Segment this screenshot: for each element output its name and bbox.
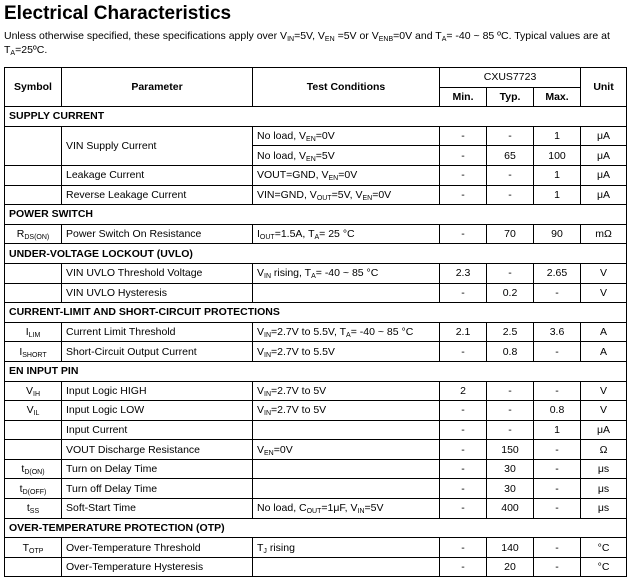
parameter-cell: Input Logic LOW [62,401,253,421]
max-cell: - [534,479,581,499]
table-row [5,224,627,244]
unit-cell: A [581,322,627,342]
section-title: CURRENT-LIMIT AND SHORT-CIRCUIT PROTECTIONS [5,303,627,323]
section-title: SUPPLY CURRENT [5,107,627,127]
min-cell: - [440,499,487,519]
max-cell: 2.65 [534,263,581,283]
condition-cell [253,283,440,303]
condition-cell: VOUT=GND, $V_{EN}=0V$ [253,165,440,185]
max-cell: - [534,499,581,519]
unit-cell: μA [581,185,627,205]
symbol-cell [5,283,62,303]
condition-cell: $I_{OUT}=1.5A$, $T_A= 25$ °C [253,224,440,244]
condition-cell: No load, $V_{EN}=0V$ [253,126,440,146]
typ-cell: 65 [487,146,534,166]
max-cell: 100 [534,146,581,166]
typ-cell: - [487,185,534,205]
symbol-cell: $V_{IH}$ [5,381,62,401]
table-row [5,420,627,440]
min-cell: - [440,538,487,558]
header-max: Max. [534,87,581,107]
min-cell: 2.1 [440,322,487,342]
unit-cell: μA [581,165,627,185]
unit-cell: V [581,381,627,401]
condition-cell: $V_{EN}=0V$ [253,440,440,460]
header-part-number: CXUS7723 [440,68,581,88]
min-cell: - [440,224,487,244]
min-cell: - [440,165,487,185]
symbol-cell [5,165,62,185]
unit-cell: °C [581,557,627,577]
typ-cell: 30 [487,479,534,499]
section-header-row [5,107,627,127]
table-row [5,538,627,558]
condition-cell: $V_{IN}=2.7V$ to 5V [253,401,440,421]
max-cell: - [534,283,581,303]
max-cell: 1 [534,420,581,440]
condition-cell [253,557,440,577]
min-cell: - [440,557,487,577]
typ-cell: 0.8 [487,342,534,362]
table-row [5,401,627,421]
section-header-row [5,303,627,323]
parameter-cell: Leakage Current [62,165,253,185]
typ-cell: - [487,401,534,421]
unit-cell: °C [581,538,627,558]
min-cell: - [440,126,487,146]
parameter-cell: Over-Temperature Hysteresis [62,557,253,577]
min-cell: - [440,342,487,362]
typ-cell: 150 [487,440,534,460]
table-body [5,107,627,577]
electrical-characteristics-table [4,67,627,577]
table-row [5,165,627,185]
symbol-cell [5,263,62,283]
min-cell: - [440,459,487,479]
section-title: POWER SWITCH [5,205,627,225]
symbol-cell [5,420,62,440]
parameter-cell: VIN UVLO Threshold Voltage [62,263,253,283]
max-cell: 0.8 [534,401,581,421]
symbol-cell: $t_{D(ON)}$ [5,459,62,479]
symbol-cell [5,440,62,460]
min-cell: - [440,420,487,440]
header-unit: Unit [581,68,627,107]
header-test-conditions: Test Conditions [253,68,440,107]
symbol-cell: $V_{IL}$ [5,401,62,421]
section-title: EN INPUT PIN [5,361,627,381]
parameter-cell: VIN UVLO Hysteresis [62,283,253,303]
min-cell: - [440,440,487,460]
typ-cell: 2.5 [487,322,534,342]
min-cell: 2 [440,381,487,401]
symbol-cell: $R_{DS(ON)}$ [5,224,62,244]
condition-cell [253,479,440,499]
intro-text: Unless otherwise specified, these specifications apply over $V_{IN}=5V$, $V_{EN} =5V$ or $V_{ENB}=0V$ and $T_A= -40$ ~ 85 ºC. Typical values are at $T_A=25ºC$. [4,30,610,57]
unit-cell: mΩ [581,224,627,244]
condition-cell: No load, $C_{OUT}=1\mu F$, $V_{IN}=5V$ [253,499,440,519]
condition-cell [253,420,440,440]
parameter-cell: Turn on Delay Time [62,459,253,479]
typ-cell: 400 [487,499,534,519]
table-row [5,263,627,283]
symbol-cell [5,126,62,165]
section-header-row [5,205,627,225]
section-title: UNDER-VOLTAGE LOCKOUT (UVLO) [5,244,627,264]
symbol-cell: $I_{SHORT}$ [5,342,62,362]
parameter-cell: Soft-Start Time [62,499,253,519]
table-row [5,479,627,499]
max-cell: - [534,538,581,558]
table-row [5,283,627,303]
condition-cell: $V_{IN}=2.7V$ to 5.5V [253,342,440,362]
table-row [5,322,627,342]
typ-cell: 0.2 [487,283,534,303]
typ-cell: 70 [487,224,534,244]
table-row [5,459,627,479]
table-row [5,381,627,401]
header-min: Min. [440,87,487,107]
section-header-row [5,361,627,381]
section-header-row [5,244,627,264]
typ-cell: 140 [487,538,534,558]
parameter-cell: Reverse Leakage Current [62,185,253,205]
table-row [5,499,627,519]
typ-cell: 30 [487,459,534,479]
unit-cell: μA [581,146,627,166]
min-cell: 2.3 [440,263,487,283]
header-typ: Typ. [487,87,534,107]
symbol-cell [5,185,62,205]
table-row [5,440,627,460]
parameter-cell: Turn off Delay Time [62,479,253,499]
unit-cell: μs [581,479,627,499]
condition-cell: $V_{IN}=2.7V$ to 5V [253,381,440,401]
max-cell: 3.6 [534,322,581,342]
max-cell: 1 [534,126,581,146]
section-header-row [5,518,627,538]
table-row [5,126,627,146]
unit-cell: Ω [581,440,627,460]
header-symbol: Symbol [5,68,62,107]
min-cell: - [440,479,487,499]
unit-cell: A [581,342,627,362]
table-row [5,185,627,205]
typ-cell: - [487,263,534,283]
section-title: OVER-TEMPERATURE PROTECTION (OTP) [5,518,627,538]
max-cell: 90 [534,224,581,244]
max-cell: - [534,342,581,362]
parameter-cell: Power Switch On Resistance [62,224,253,244]
parameter-cell: VOUT Discharge Resistance [62,440,253,460]
parameter-cell: VIN Supply Current [62,126,253,165]
min-cell: - [440,283,487,303]
symbol-cell: $t_{D(OFF)}$ [5,479,62,499]
max-cell: 1 [534,185,581,205]
typ-cell: - [487,420,534,440]
min-cell: - [440,401,487,421]
max-cell: - [534,440,581,460]
typ-cell: - [487,381,534,401]
condition-cell: No load, $V_{EN}=5V$ [253,146,440,166]
symbol-cell [5,557,62,577]
table-row [5,557,627,577]
parameter-cell: Input Current [62,420,253,440]
unit-cell: μA [581,126,627,146]
min-cell: - [440,146,487,166]
symbol-cell: $I_{LIM}$ [5,322,62,342]
unit-cell: V [581,283,627,303]
page-title: Electrical Characteristics [4,3,232,24]
condition-cell: $V_{IN}$ rising, $T_A= -40$ ~ 85 °C [253,263,440,283]
parameter-cell: Current Limit Threshold [62,322,253,342]
condition-cell: $V_{IN}=2.7V$ to 5.5V, $T_A= -40$ ~ 85 °C [253,322,440,342]
table-row [5,342,627,362]
parameter-cell: Input Logic HIGH [62,381,253,401]
header-parameter: Parameter [62,68,253,107]
max-cell: - [534,557,581,577]
typ-cell: 20 [487,557,534,577]
unit-cell: μs [581,459,627,479]
unit-cell: V [581,263,627,283]
max-cell: 1 [534,165,581,185]
typ-cell: - [487,126,534,146]
condition-cell: $T_J$ rising [253,538,440,558]
condition-cell: VIN=GND, $V_{OUT}=5V$, $V_{EN}=0V$ [253,185,440,205]
parameter-cell: Over-Temperature Threshold [62,538,253,558]
unit-cell: V [581,401,627,421]
min-cell: - [440,185,487,205]
typ-cell: - [487,165,534,185]
symbol-cell: $T_{OTP}$ [5,538,62,558]
unit-cell: μA [581,420,627,440]
symbol-cell: $t_{SS}$ [5,499,62,519]
table-header-row [5,68,627,88]
max-cell: - [534,459,581,479]
parameter-cell: Short-Circuit Output Current [62,342,253,362]
condition-cell [253,459,440,479]
max-cell: - [534,381,581,401]
unit-cell: μs [581,499,627,519]
